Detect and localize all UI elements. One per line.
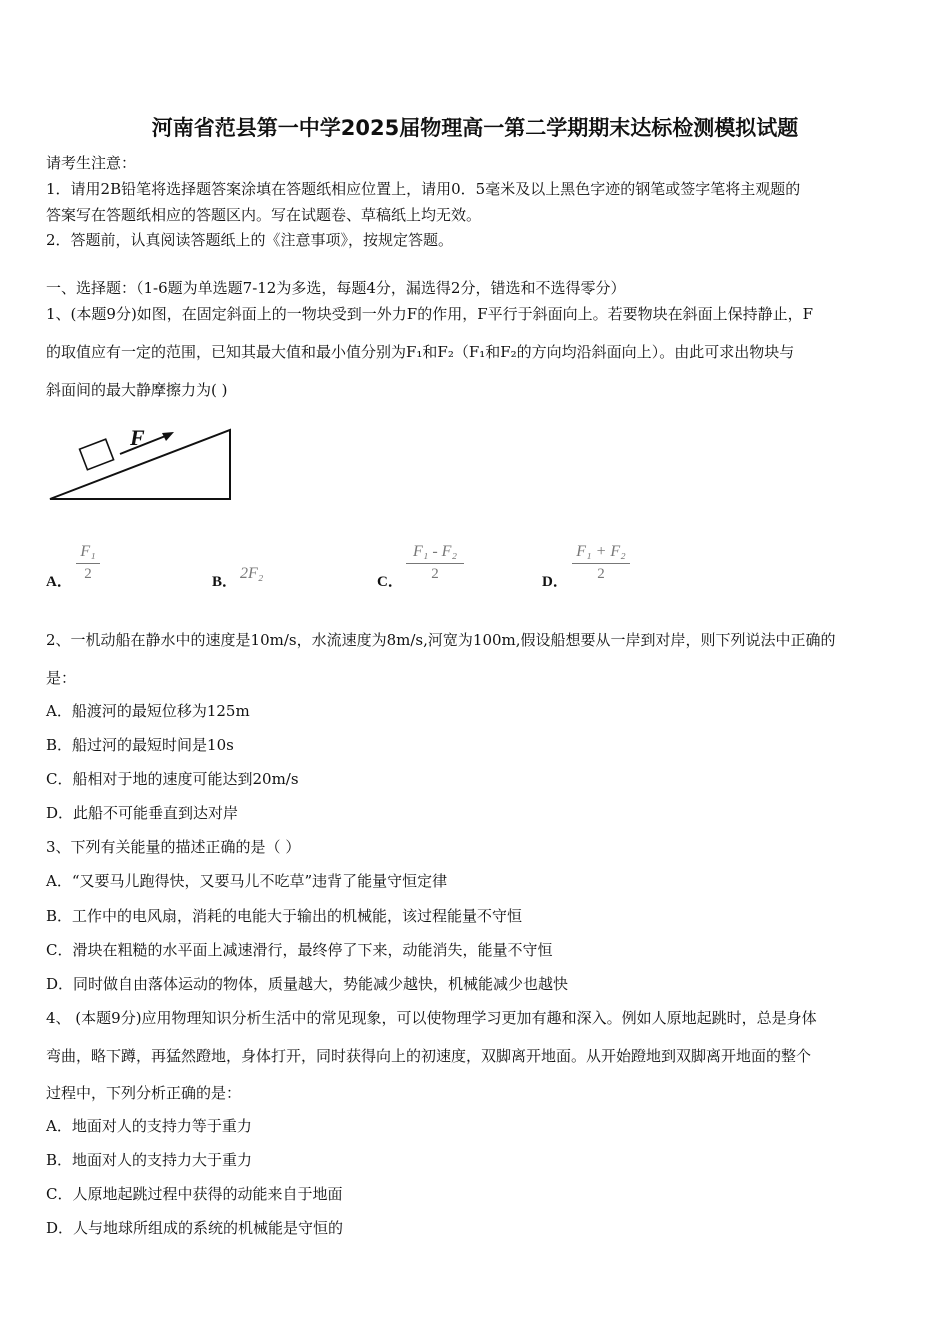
q2-line-1: 2、一机动船在静水中的速度是10m/s，水流速度为8m/s,河宽为100m,假设船想要从一岸到对岸，则下列说法中正确的 xyxy=(46,631,836,649)
block xyxy=(80,439,114,470)
q3-line-1: 3、下列有关能量的描述正确的是（ ） xyxy=(46,838,301,856)
q1-option-c-denominator: 2 xyxy=(431,566,439,582)
notice-item-1-line-2: 答案写在答题纸相应的答题区内。写在试题卷、草稿纸上均无效。 xyxy=(46,206,482,224)
q1-option-d-denominator: 2 xyxy=(597,566,605,582)
q2-line-2: 是： xyxy=(46,669,77,687)
q1-option-d-fraction xyxy=(572,543,630,583)
q2-option-c[interactable]: C．船相对于地的速度可能达到20m/s xyxy=(46,770,299,788)
force-label: F xyxy=(130,425,145,450)
q1-option-c-label[interactable]: C． xyxy=(377,574,403,590)
q4-option-b[interactable]: B．地面对人的支持力大于重力 xyxy=(46,1151,253,1169)
force-arrowhead xyxy=(162,432,174,441)
q2-option-a[interactable]: A．船渡河的最短位移为125m xyxy=(46,702,250,720)
q3-option-b[interactable]: B．工作中的电风扇，消耗的电能大于输出的机械能，该过程能量不守恒 xyxy=(46,907,523,925)
notice-heading: 请考生注意： xyxy=(46,154,137,172)
q1-option-c-fraction xyxy=(406,543,464,583)
incline-diagram xyxy=(46,418,246,510)
q1-option-b-label[interactable]: B． xyxy=(212,574,238,590)
q1-option-a-denominator: 2 xyxy=(84,566,92,582)
q1-option-a-label[interactable]: A． xyxy=(46,574,72,590)
notice-item-2: 2．答题前，认真阅读答题纸上的《注意事项》，按规定答题。 xyxy=(46,231,454,249)
notice-item-1-line-1: 1．请用2B铅笔将选择题答案涂填在答题纸相应位置上，请用0．5毫米及以上黑色字迹的钢笔或签字笔将主观题的 xyxy=(46,180,801,198)
q1-option-b-expression: 2F₂ xyxy=(240,565,264,582)
q4-option-a[interactable]: A．地面对人的支持力等于重力 xyxy=(46,1117,252,1135)
q3-option-c[interactable]: C．滑块在粗糙的水平面上减速滑行，最终停了下来，动能消失，能量不守恒 xyxy=(46,941,553,959)
q2-option-b[interactable]: B．船过河的最短时间是10s xyxy=(46,736,234,754)
q3-option-d[interactable]: D．同时做自由落体运动的物体，质量越大，势能减少越快，机械能减少也越快 xyxy=(46,975,569,993)
q4-option-c[interactable]: C．人原地起跳过程中获得的动能来自于地面 xyxy=(46,1185,343,1203)
q1-option-a-fraction xyxy=(76,543,100,583)
q1-line-1: 1、(本题9分)如图，在固定斜面上的一物块受到一外力F的作用，F平行于斜面向上。若要物块在斜面上保持静止，F xyxy=(46,305,814,323)
q4-line-2: 弯曲，略下蹲，再猛然蹬地，身体打开，同时获得向上的初速度，双脚离开地面。从开始蹬地到双脚离开地面的整个 xyxy=(46,1047,812,1065)
page-title: 河南省范县第一中学2025届物理高一第二学期期末达标检测模拟试题 xyxy=(151,116,799,140)
q1-line-2: 的取值应有一定的范围，已知其最大值和最小值分别为F₁和F₂（F₁和F₂的方向均沿斜面向上）。由此可求出物块与 xyxy=(46,343,795,361)
q1-option-c-numerator: F₁ - F₂ xyxy=(413,543,457,560)
q1-line-3: 斜面间的最大静摩擦力为( ) xyxy=(46,381,228,399)
q4-option-d[interactable]: D．人与地球所组成的系统的机械能是守恒的 xyxy=(46,1219,344,1237)
q4-line-1: 4、 (本题9分)应用物理知识分析生活中的常见现象，可以使物理学习更加有趣和深入。例如人原地起跳时，总是身体 xyxy=(46,1009,817,1027)
q3-option-a[interactable]: A．“又要马儿跑得快，又要马儿不吃草”违背了能量守恒定律 xyxy=(46,872,448,890)
q1-option-d-numerator: F₁ + F₂ xyxy=(576,543,626,560)
q4-line-3: 过程中，下列分析正确的是： xyxy=(46,1084,242,1102)
q1-option-d-label[interactable]: D． xyxy=(542,574,568,590)
q1-option-a-numerator: F₁ xyxy=(80,543,96,560)
section-heading: 一、选择题：（1-6题为单选题7-12为多选，每题4分，漏选得2分，错选和不选得零分） xyxy=(46,279,626,297)
q2-option-d[interactable]: D．此船不可能垂直到达对岸 xyxy=(46,804,239,822)
